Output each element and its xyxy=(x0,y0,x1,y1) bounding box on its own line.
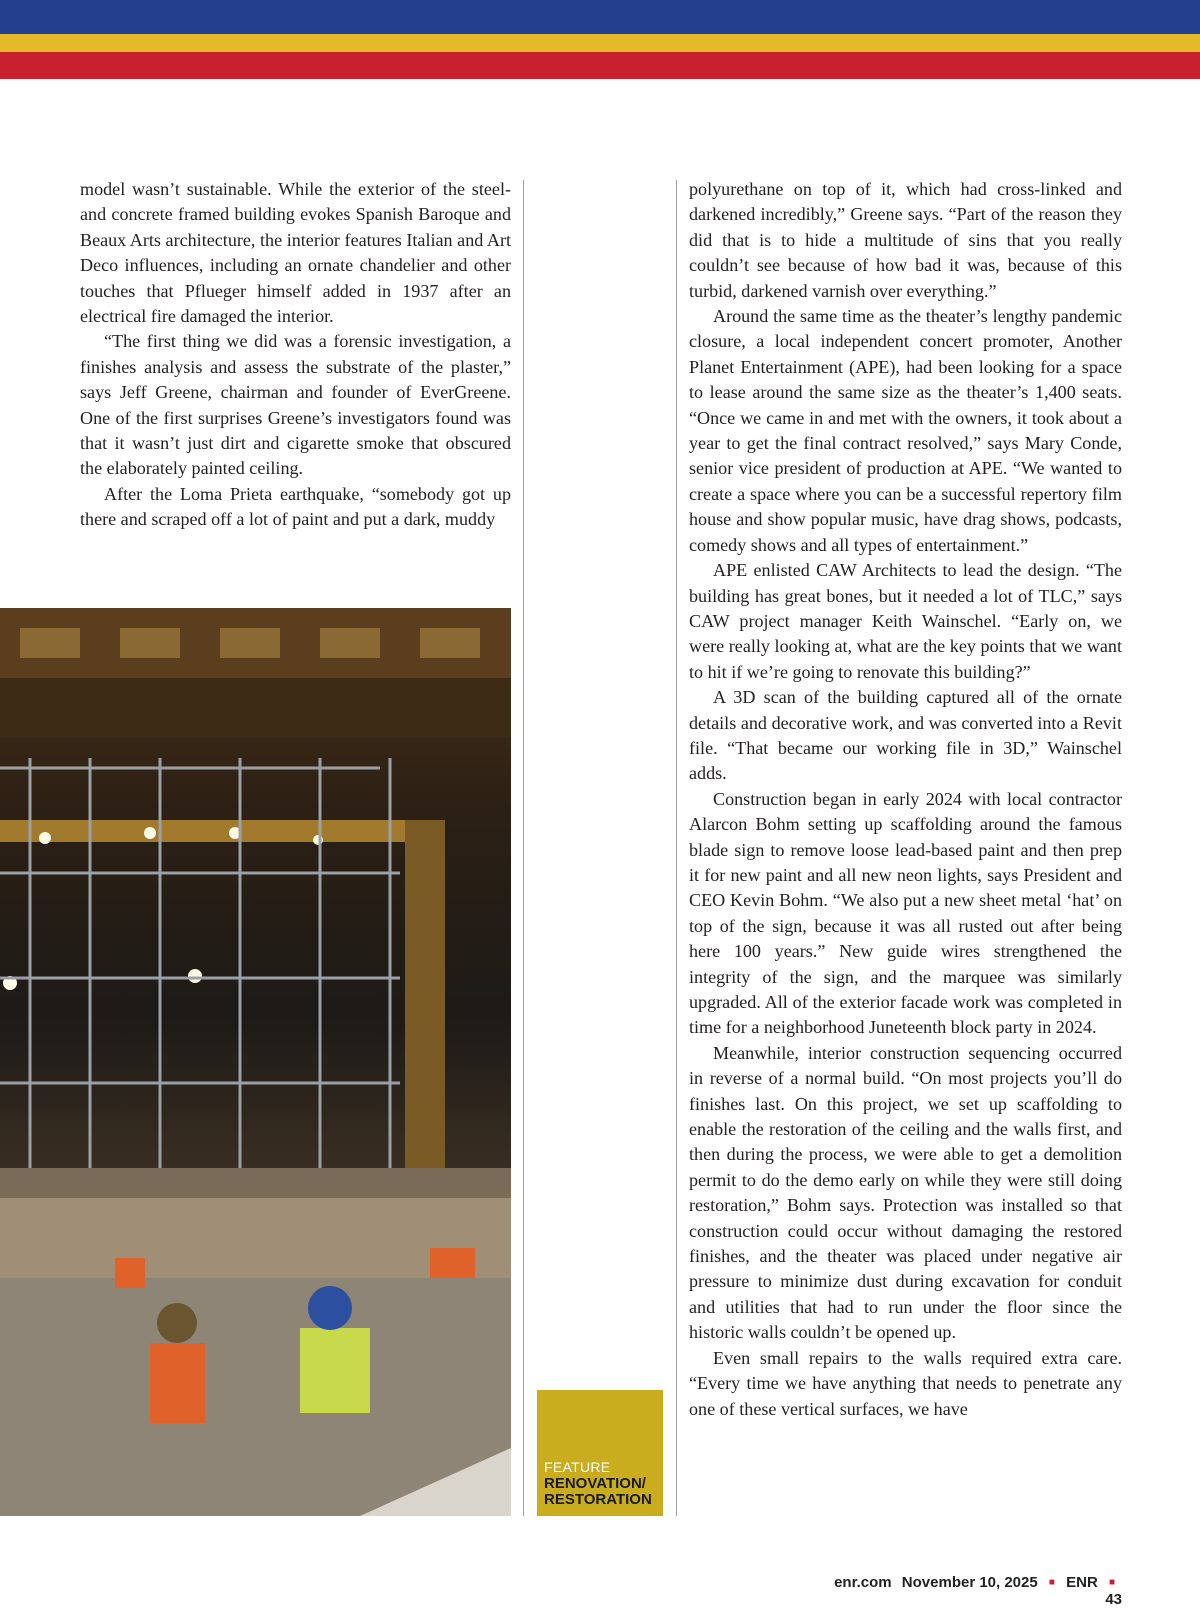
paragraph: After the Loma Prieta earthquake, “somebody got up there and scraped off a lot of paint and put a dark, muddy xyxy=(80,483,511,530)
column-rule xyxy=(523,180,524,1516)
paragraph: Construction began in early 2024 with local contractor Alarcon Bohm setting up scaffolding around the famous blade sign to remove loose lead-based paint and then prep it for new paint and all new neon lights, says President and CEO Kevin Bohm. “We also put a new sheet metal ‘hat’ on top of the sign, because it was all rusted out after being here 100 years.” New guide wires strengthened the integrity of the sign, and the marquee was similarly upgraded. All of the exterior facade work was completed in time for a neighborhood Juneteenth block party in 2024. xyxy=(689,788,1122,1038)
scaffolding-illustration xyxy=(0,608,511,1516)
paragraph: Even small repairs to the walls required extra care. “Every time we have anything that needs to penetrate any one of these vertical surfaces, we have xyxy=(689,1347,1122,1419)
paragraph: “The first thing we did was a forensic investigation, a finishes analysis and assess the substrate of the plaster,” says Jeff Greene, chairman and founder of EverGreene. One of the first surprises Greene’s investigators found was that it wasn’t just dirt and cigarette smoke that obscured the elaborately painted ceiling. xyxy=(80,331,511,479)
paragraph: polyurethane on top of it, which had cross-linked and darkened incredibly,” Greene says. “Part of the reason they did that is to hide a multitude of sins that you really couldn’t see because of how bad it was, because of this turbid, darkened varnish over everything.” xyxy=(689,179,1122,301)
paragraph: Around the same time as the theater’s lengthy pandemic closure, a local independent concert promoter, Another Planet Entertainment (APE), had been looking for a space to lease around the same size as the theater’s 1,400 seats. “Once we came in and met with the owners, it took about a year to get the final contract resolved,” says Mary Conde, senior vice president of production at APE. “We wanted to create a space where you can be a successful repertory film house and show popular music, have drag shows, podcasts, comedy shows and all types of entertainment.” xyxy=(689,306,1122,555)
column-rule xyxy=(676,180,677,1516)
paragraph: model wasn’t sustainable. While the exterior of the steel-and concrete framed building evokes Spanish Baroque and Beaux Arts architecture, the interior features Italian and Art Deco influences, including an ornate chandelier and other touches that Pflueger himself added in 1937 after an electrical fire damaged the interior. xyxy=(80,179,511,327)
page-footer xyxy=(820,1574,1122,1608)
header-band-yellow xyxy=(0,34,1200,52)
page-number: 43 xyxy=(1105,1591,1122,1608)
footer-date: November 10, 2025 xyxy=(901,1574,1038,1591)
footer-site: enr.com xyxy=(834,1574,892,1591)
paragraph: A 3D scan of the building captured all of the ornate details and decorative work, and was converted into a Revit file. “That became our working file in 3D,” Wainschel adds. xyxy=(689,687,1122,784)
paragraph: Meanwhile, interior construction sequencing occurred in reverse of a normal build. “On most projects you’ll do finishes last. On this project, we set up scaffolding to enable the restoration of the ceiling and the walls first, and then during the process, we were able to get a demolition permit to do the demo early on while they were still doing restoration,” Bohm says. Protection was installed so that construction could occur without damaging the restored finishes, and the theater was placed under negative air pressure to minimize dust during excavation for conduit and utilities that had to run under the floor since the historic walls couldn’t be opened up. xyxy=(689,1042,1122,1343)
construction-photo xyxy=(0,608,511,1516)
section-tag-kicker: FEATURE xyxy=(544,1459,611,1475)
header-band-blue xyxy=(0,0,1200,34)
paragraph: APE enlisted CAW Architects to lead the design. “The building has great bones, but it needed a lot of TLC,” says CAW project manager Keith Wainschel. “Early on, we were really looking at, what are the key points that we want to hit if we’re going to renovate this building?” xyxy=(689,560,1122,682)
square-bullet-icon: ■ xyxy=(1048,1577,1055,1588)
section-tag-title: RENOVATION/ RESTORATION xyxy=(544,1475,652,1508)
article-column-left xyxy=(80,177,511,533)
header-band-red xyxy=(0,52,1200,79)
section-tag xyxy=(537,1390,663,1516)
square-bullet-icon: ■ xyxy=(1108,1577,1115,1588)
article-column-right xyxy=(689,177,1122,1422)
footer-brand: ENR xyxy=(1066,1574,1098,1591)
